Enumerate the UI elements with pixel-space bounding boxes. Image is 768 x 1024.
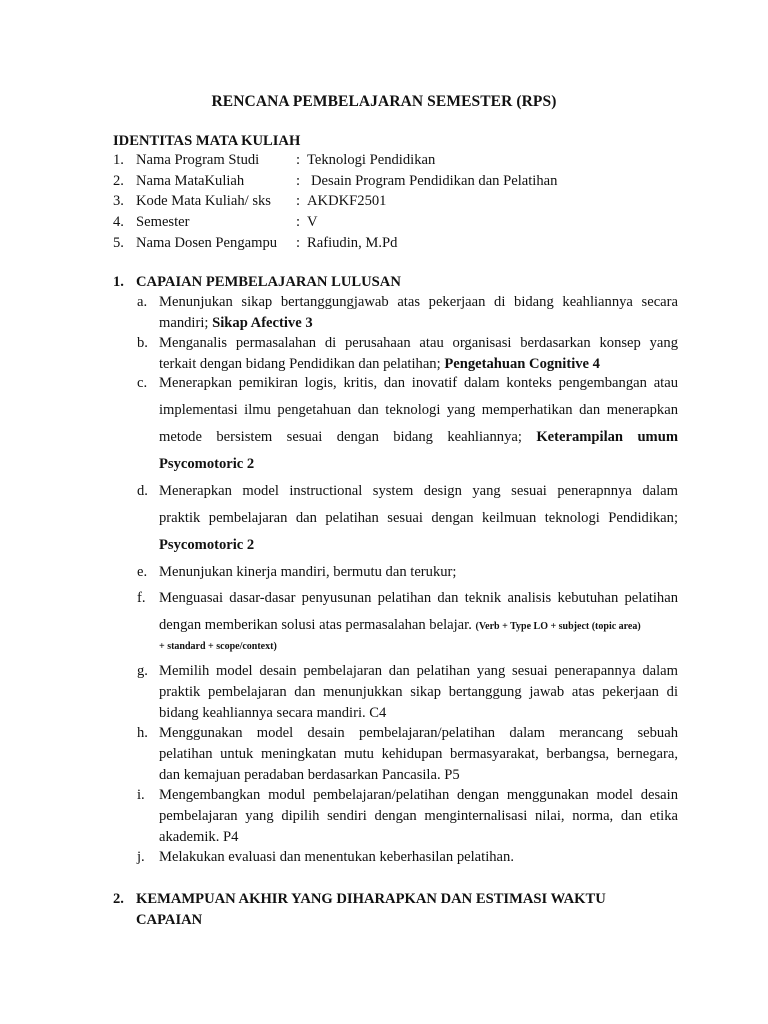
list-item-e — [137, 562, 678, 583]
item-line: Melakukan evaluasi dan menentukan keberhasilan pelatihan. — [159, 849, 514, 865]
item-small-note: (Verb + Type LO + subject (topic area) — [475, 621, 641, 632]
item-letter: h. — [137, 725, 148, 741]
row-label: Nama Program Studi — [136, 152, 260, 168]
item-bold: Keterampilan umum — [536, 429, 678, 445]
item-letter: a. — [137, 294, 148, 310]
item-line: akademik. P4 — [159, 829, 239, 845]
item-letter: d. — [137, 483, 148, 499]
section1-number: 1. — [113, 274, 124, 290]
row-value: Teknologi Pendidikan — [307, 152, 436, 168]
item-line: terkait dengan bidang Pendidikan dan pelatihan; Pengetahuan Cognitive 4 — [159, 356, 600, 372]
item-letter: g. — [137, 663, 148, 679]
item-letter: f. — [137, 590, 146, 606]
section1-heading: CAPAIAN PEMBELAJARAN LULUSAN — [136, 274, 401, 290]
item-line: Menerapkan pemikiran logis, kritis, dan inovatif dalam konteks pengembangan atau — [159, 375, 678, 391]
item-line: Menguasai dasar-dasar penyusunan pelatihan dan teknik analisis kebutuhan pelatihan — [159, 590, 678, 606]
row-value: AKDKF2501 — [307, 193, 387, 209]
item-line: Menunjukan kinerja mandiri, bermutu dan terukur; — [159, 564, 457, 580]
list-item-b — [137, 333, 678, 375]
row-colon: : — [296, 173, 301, 189]
row-value: V — [307, 214, 318, 230]
row-value: Desain Program Pendidikan dan Pelatihan — [311, 173, 558, 189]
row-colon: : — [296, 214, 301, 230]
item-line: praktik pembelajaran dan menunjukkan sikap bertanggung jawab atas pekerjaan di — [159, 684, 678, 700]
row-value: Rafiudin, M.Pd — [307, 235, 398, 251]
item-bold: Pengetahuan Cognitive 4 — [444, 356, 600, 372]
list-item-i — [137, 785, 678, 848]
item-line: bidang keahliannya secara mandiri. C4 — [159, 705, 387, 721]
item-letter: i. — [137, 787, 145, 803]
row-number: 2. — [113, 173, 124, 189]
row-colon: : — [296, 193, 301, 209]
row-label: Nama Dosen Pengampu — [136, 235, 278, 251]
item-line: Mengembangkan modul pembelajaran/pelatihan dengan menggunakan model desain — [159, 787, 678, 803]
list-item-f — [137, 588, 678, 658]
row-colon: : — [296, 235, 301, 251]
identitas-heading: IDENTITAS MATA KULIAH — [113, 133, 301, 149]
row-label: Semester — [136, 214, 190, 230]
item-letter: b. — [137, 335, 148, 351]
list-item-c — [137, 373, 678, 483]
item-line: Menerapkan model instructional system design yang sesuai penerapnnya dalam — [159, 483, 678, 499]
item-bold-line: Psycomotoric 2 — [159, 456, 255, 472]
item-line: Menganalis permasalahan di perusahaan atau organisasi berdasarkan konsep yang — [159, 335, 678, 351]
item-line: dan kemajuan peradaban berdasarkan Pancasila. P5 — [159, 767, 460, 783]
item-small-note: + standard + scope/context) — [159, 641, 277, 652]
document-title: RENCANA PEMBELAJARAN SEMESTER (RPS) — [211, 93, 557, 110]
item-bold: Sikap Afective 3 — [212, 315, 313, 331]
list-item-g — [137, 661, 678, 724]
item-line: praktik pembelajaran dan pelatihan sesuai dengan keilmuan teknologi Pendidikan; — [159, 510, 678, 526]
row-label: Kode Mata Kuliah/ sks — [136, 193, 271, 209]
list-item-h — [137, 723, 678, 786]
item-bold-line: Psycomotoric 2 — [159, 537, 255, 553]
row-number: 1. — [113, 152, 124, 168]
item-line: Memilih model desain pembelajaran dan pelatihan yang sesuai penerapannya dalam — [159, 663, 678, 679]
item-line: implementasi ilmu pengetahuan dan teknologi yang memperhatikan dan menerapkan — [159, 402, 678, 418]
item-line: pelatihan untuk meningkatan mutu kehidupan bermasyarakat, berbangsa, bernegara, — [159, 746, 678, 762]
row-number: 5. — [113, 235, 124, 251]
list-item-j — [137, 847, 678, 868]
list-item-a — [137, 292, 678, 334]
section2-heading-line2: CAPAIAN — [136, 912, 203, 928]
list-item-d — [137, 481, 678, 556]
row-colon: : — [296, 152, 301, 168]
item-line: pembelajaran yang dipilih sendiri dengan menginternalisasi nilai, norma, dan etika — [159, 808, 678, 824]
item-line: dengan memberikan solusi atas permasalahan belajar. (Verb + Type LO + subject (topic area) — [159, 617, 641, 633]
section2-number: 2. — [113, 891, 124, 907]
item-line: metode bersistem sesuai dengan bidang keahliannya; Keterampilan umum — [159, 429, 678, 445]
item-line: mandiri; Sikap Afective 3 — [159, 315, 313, 331]
item-line: Menunjukan sikap bertanggungjawab atas pekerjaan di bidang keahliannya secara — [159, 294, 678, 310]
item-line: Menggunakan model desain pembelajaran/pelatihan dalam merancang sebuah — [159, 725, 678, 741]
item-letter: j. — [137, 849, 145, 865]
row-number: 3. — [113, 193, 124, 209]
item-letter: e. — [137, 564, 148, 580]
row-label: Nama MataKuliah — [136, 173, 245, 189]
row-number: 4. — [113, 214, 124, 230]
section2-heading-line1: KEMAMPUAN AKHIR YANG DIHARAPKAN DAN ESTIMASI WAKTU — [136, 891, 606, 907]
item-letter: c. — [137, 375, 148, 391]
